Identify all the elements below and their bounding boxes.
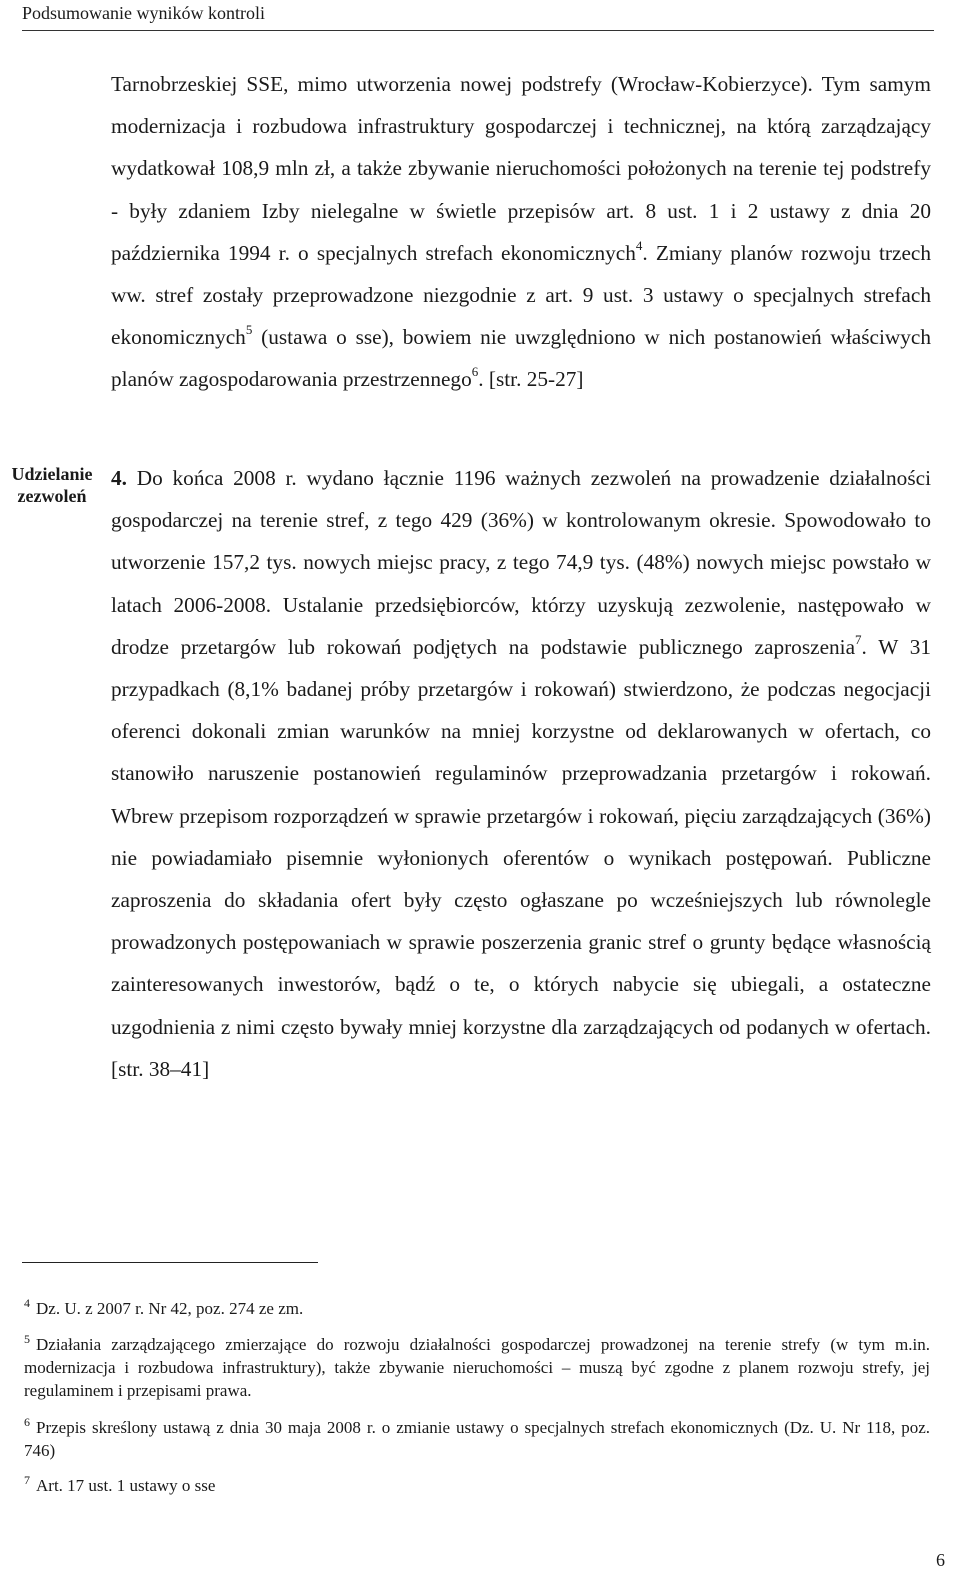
footnote-ref-6[interactable]: 6 <box>471 364 479 380</box>
margin-label-permits <box>0 463 104 507</box>
running-header <box>22 0 934 31</box>
footnote-text: Dz. U. z 2007 r. Nr 42, poz. 274 ze zm. <box>36 1299 304 1318</box>
footnote-7 <box>24 1474 930 1497</box>
footnote-number: 4 <box>24 1296 30 1311</box>
paragraph-text: . W 31 przypadkach (8,1% badanej próby przetargów i rokowań) stwierdzono, że podczas negocjacji oferenci dokonali zmian warunków na mniej korzystne od deklarowanych w ofertach, co stanowiło naruszenie postanowień regulaminów przeprowadzania przetargów i rokowań. Wbrew przepisom rozporządzeń w sprawie przetargów i rokowań, pięciu zarządzających (36%) nie powiadamiało pisemnie wyłonionych oferentów o wynikach postępowań. Publiczne zaproszenia do składania ofert były często ogłaszane po wcześniejszych lub równolegle prowadzonych postępowaniach w sprawie poszerzenia granic stref o grunty będące własnością zainteresowanych inwestorów, bądź o te, o których nabycie się ubiegali, a ostateczne uzgodnienia z nimi często bywały mniej korzystne dla zarządzających od podanych w ofertach. [str. 38–41] <box>111 634 931 1081</box>
paragraph-sse-infrastructure <box>111 63 931 401</box>
footnote-text: Art. 17 ust. 1 ustawy o sse <box>36 1476 216 1495</box>
footnote-number: 6 <box>24 1415 30 1430</box>
footnote-separator <box>22 1262 318 1263</box>
paragraph-permits <box>111 457 931 1090</box>
header-title: Podsumowanie wyników kontroli <box>22 3 265 23</box>
paragraph-text: (ustawa o sse), bowiem nie uwzględniono w nich postanowień właściwych planów zagospodarowania przestrzennego <box>111 325 931 392</box>
paragraph-number: 4. <box>111 466 127 490</box>
footnote-5 <box>24 1333 930 1402</box>
footnote-number: 7 <box>24 1473 30 1488</box>
margin-label-line: zezwoleń <box>17 486 87 506</box>
paragraph-text: Tarnobrzeskiej SSE, mimo utworzenia nowej podstrefy (Wrocław-Kobierzyce). Tym samym modernizacja i rozbudowa infrastruktury gospodarczej i technicznej, na którą zarządzający wydatkował 108,9 mln zł, a także zbywanie nieruchomości położonych na terenie tej podstrefy - były zdaniem Izby nielegalne w świetle przepisów art. 8 ust. 1 i 2 ustawy z dnia 20 października 1994 r. o specjalnych strefach ekonomicznych <box>111 72 931 265</box>
paragraph-text: . Zmiany planów rozwoju trzech ww. stref zostały przeprowadzone niezgodnie z art. 9 ust. 3 ustawy o specjalnych strefach ekonomicznych <box>111 240 932 350</box>
footnote-ref-4[interactable]: 4 <box>635 237 643 253</box>
footnote-text: Działania zarządzającego zmierzające do rozwoju działalności gospodarczej prowadzonej na terenie strefy (w tym m.in. modernizacja i rozbudowa infrastruktury), także zbywanie nieruchomości – muszą być zgodne z planem rozwoju strefy, jej regulaminem i przepisami prawa. <box>24 1335 930 1400</box>
footnote-ref-7[interactable]: 7 <box>855 631 862 647</box>
paragraph-text: Do końca 2008 r. wydano łącznie 1196 ważnych zezwoleń na prowadzenie działalności gospodarczej na terenie stref, z tego 429 (36%) w kontrolowanym okresie. Spowodowało to utworzenie 157,2 tys. nowych miejsc pracy, z tego 74,9 tys. (48%) nowych miejsc powstało w latach 2006-2008. Ustalanie przedsiębiorców, którzy uzyskują zezwolenie, następowało w drodze przetargów lub rokowań podjętych na podstawie publicznego zaproszenia <box>111 466 931 659</box>
footnote-ref-5[interactable]: 5 <box>245 322 253 338</box>
footnote-6 <box>24 1416 930 1462</box>
paragraph-text: . [str. 25-27] <box>478 367 584 392</box>
footnote-text: Przepis skreślony ustawą z dnia 30 maja 2008 r. o zmianie ustawy o specjalnych strefach ekonomicznych (Dz. U. Nr 118, poz. 746) <box>24 1418 930 1460</box>
footnote-number: 5 <box>24 1332 30 1347</box>
page-number: 6 <box>936 1550 945 1570</box>
margin-label-line: Udzielanie <box>11 464 93 484</box>
footnote-4 <box>24 1297 930 1320</box>
